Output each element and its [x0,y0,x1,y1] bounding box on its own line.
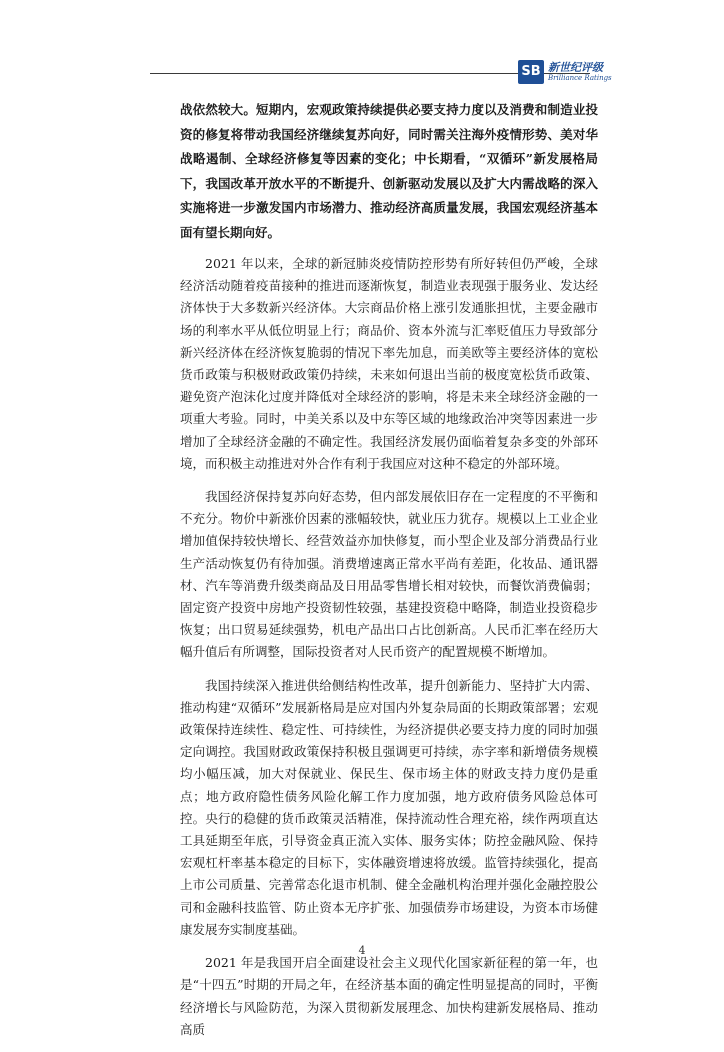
logo-cn-name: 新世纪评级 [548,61,603,74]
logo-icon: SB [518,60,544,84]
document-body [180,98,598,1052]
body-paragraph-2: 我国经济保持复苏向好态势，但内部发展依旧存在一定程度的不平衡和不充分。物价中新涨价因素的涨幅较快，就业压力犹存。规模以上工业企业增加值保持较快增长、经营效益亦加快修复，而小型企业及部分消费品行业生产活动恢复仍有待加强。消费增速离正常水平尚有差距，化妆品、通讯器材、汽车等消费升级类商品及日用品零售增长相对较快，而餐饮消费偏弱；固定资产投资中房地产投资韧性较强，基建投资稳中略降，制造业投资稳步恢复；出口贸易延续强势，机电产品出口占比创新高。人民币汇率在经历大幅升值后有所调整，国际投资者对人民币资产的配置规模不断增加。 [180,489,598,660]
body-paragraph-4: 2021 年是我国开启全面建设社会主义现代化国家新征程的第一年，也是“十四五”时期的开局之年，在经济基本面的确定性明显提高的同时，平衡经济增长与风险防范，为深入贯彻新发展理念、加快构建新发展格局、推动高质 [180,955,598,1037]
body-paragraph-1: 2021 年以来，全球的新冠肺炎疫情防控形势有所好转但仍严峻，全球经济活动随着疫苗接种的推进而逐渐恢复，制造业表现强于服务业、发达经济体快于大多数新兴经济体。大宗商品价格上涨引发通胀担忧，主要金融市场的利率水平从低位明显上行；商品价、资本外流与汇率贬值压力导致部分新兴经济体在经济恢复脆弱的情况下率先加息，而美欧等主要经济体的宽松货币政策与积极财政政策仍持续，未来如何退出当前的极度宽松货币政策、避免资产泡沫化过度并降低对全球经济的影响，将是未来全球经济金融的一项重大考验。同时，中美关系以及中东等区域的地缘政治冲突等因素进一步增加了全球经济金融的不确定性。我国经济发展仍面临着复杂多变的外部环境，而积极主动推进对外合作有利于我国应对这种不稳定的外部环境。 [180,256,598,471]
summary-paragraph: 战依然较大。短期内，宏观政策持续提供必要支持力度以及消费和制造业投资的修复将带动我国经济继续复苏向好，同时需关注海外疫情形势、美对华战略遏制、全球经济修复等因素的变化；中长期看，“双循环”新发展格局下，我国改革开放水平的不断提升、创新驱动发展以及扩大内需战略的深入实施将进一步激发国内市场潜力、推动经济高质量发展，我国宏观经济基本面有望长期向好。 [180,102,598,240]
brand-logo [518,50,628,84]
body-paragraph-3: 我国持续深入推进供给侧结构性改革，提升创新能力、坚持扩大内需、推动构建“双循环”发展新格局是应对国内外复杂局面的长期政策部署；宏观政策保持连续性、稳定性、可持续性，为经济提供必要支持力度的同时加强定向调控。我国财政政策保持积极且强调更可持续，赤字率和新增债务规模均小幅压减，加大对保就业、保民生、保市场主体的财政支持力度仍是重点；地方政府隐性债务风险化解工作力度加强，地方政府债务风险总体可控。央行的稳健的货币政策灵活精准，保持流动性合理充裕，续作两项直达工具延期至年底，引导资金真正流入实体、服务实体；防控金融风险、保持宏观杠杆率基本稳定的目标下，实体融资增速将放缓。监管持续强化，提高上市公司质量、完善常态化退市机制、健全金融机构治理并强化金融控股公司和金融科技监管、防止资本无序扩张、加强债券市场建设，为资本市场健康发展夯实制度基础。 [180,677,598,937]
page-number: 4 [358,944,366,957]
logo-en-name: Brilliance Ratings [548,74,612,82]
